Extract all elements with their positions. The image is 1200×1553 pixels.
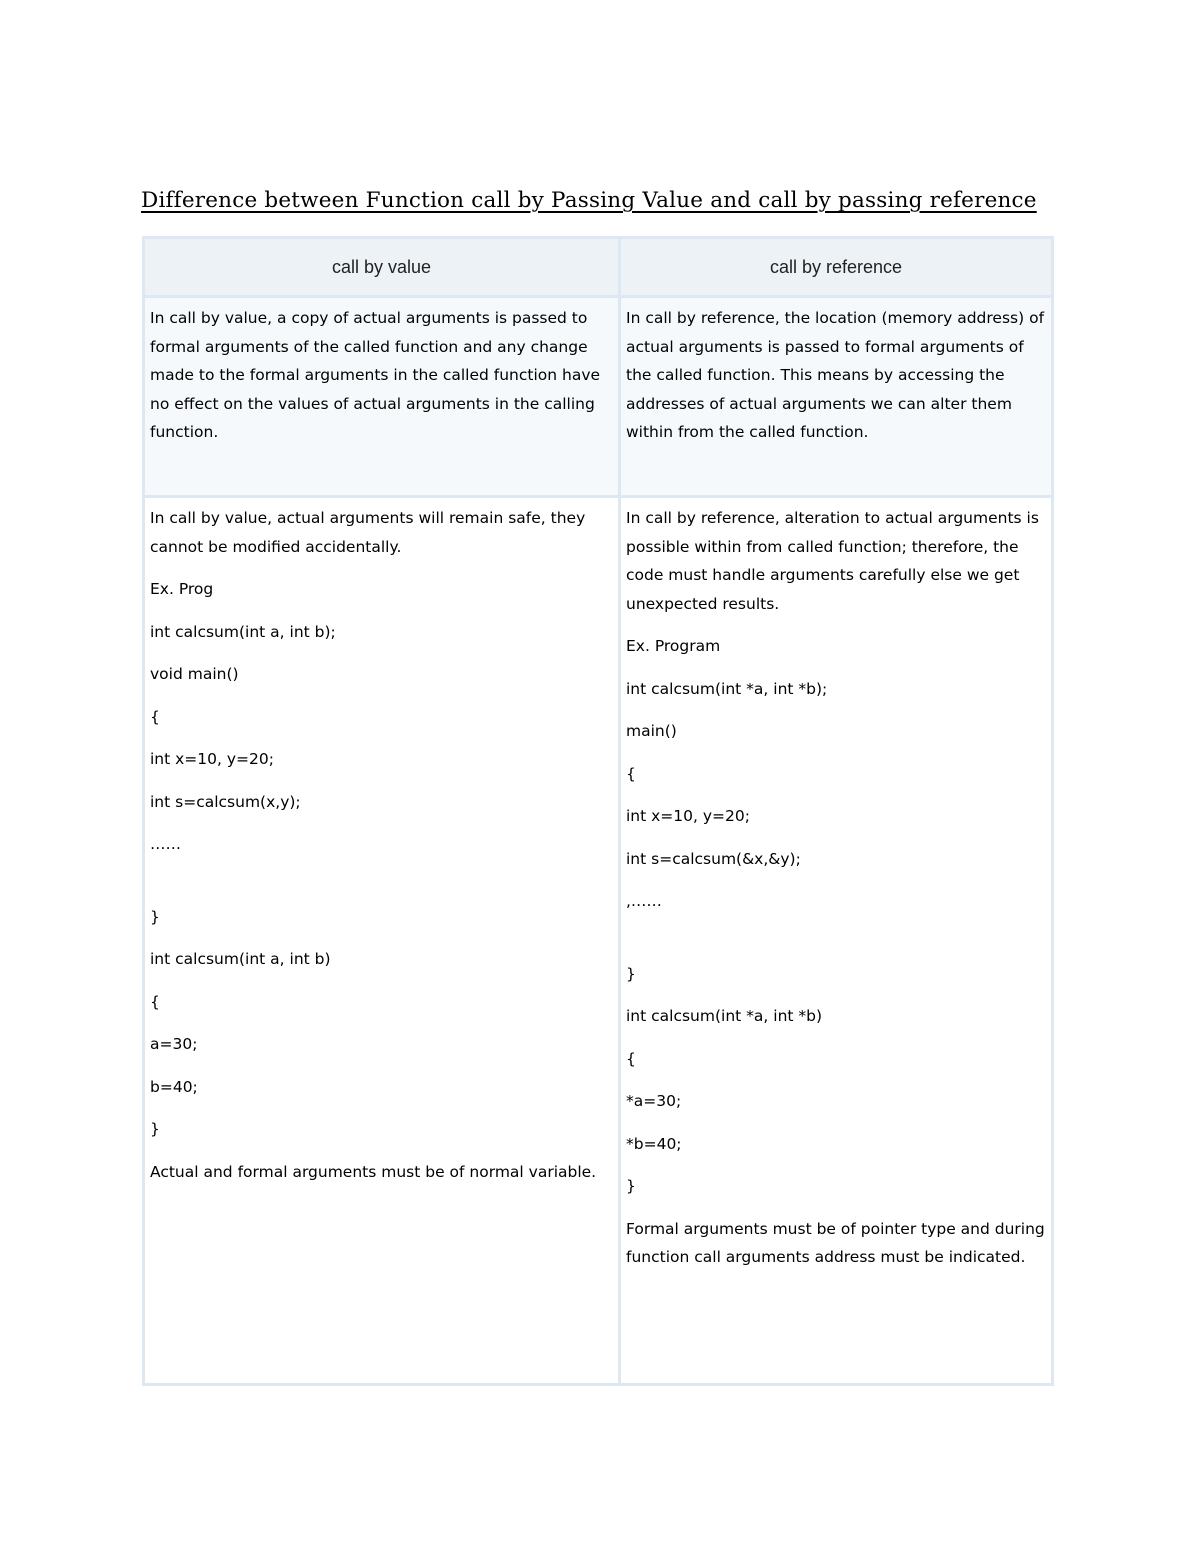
definition-text: In call by reference, the location (memory address) of actual arguments is passed to formal arguments of the called function. This means by accessing the addresses of actual arguments we can alter them within from the called function. bbox=[626, 309, 1045, 441]
code-line: } bbox=[626, 1177, 636, 1195]
intro-text: In call by value, actual arguments will remain safe, they cannot be modified accidentally. bbox=[150, 509, 586, 556]
intro-text: In call by reference, alteration to actual arguments is possible within from called function; therefore, the code must handle arguments carefully else we get unexpected results. bbox=[626, 509, 1039, 613]
code-line: int s=calcsum(x,y); bbox=[150, 792, 301, 811]
code-line: void main() bbox=[150, 665, 239, 683]
code-line: int x=10, y=20; bbox=[150, 750, 274, 768]
code-line: { bbox=[150, 707, 160, 726]
comparison-table bbox=[142, 236, 1054, 1386]
table-row bbox=[144, 497, 1053, 1385]
code-line: } bbox=[150, 1120, 160, 1138]
header-call-by-value: call by value bbox=[144, 238, 620, 297]
code-line: int s=calcsum(&x,&y); bbox=[626, 849, 801, 868]
code-line: int calcsum(int a, int b) bbox=[150, 950, 331, 968]
note-text: Formal arguments must be of pointer type and during function call arguments address must be indicated. bbox=[626, 1219, 1045, 1266]
header-call-by-reference: call by reference bbox=[620, 238, 1053, 297]
example-label: Ex. Program bbox=[626, 637, 721, 655]
cell-value-example bbox=[144, 497, 620, 1385]
code-line: *b=40; bbox=[626, 1134, 682, 1153]
code-line: ,…… bbox=[626, 892, 662, 910]
code-line: int calcsum(int *a, int *b) bbox=[626, 1007, 823, 1025]
page-title: Difference between Function call by Passing Value and call by passing reference bbox=[141, 188, 1037, 213]
code-line: int calcsum(int a, int b); bbox=[150, 622, 336, 641]
cell-reference-definition bbox=[620, 297, 1053, 497]
cell-reference-example bbox=[620, 497, 1053, 1385]
code-line: b=40; bbox=[150, 1077, 198, 1096]
table-row bbox=[144, 297, 1053, 497]
code-line: main() bbox=[626, 722, 677, 740]
example-label: Ex. Prog bbox=[150, 580, 214, 598]
code-line: int calcsum(int *a, int *b); bbox=[626, 679, 828, 698]
code-line: { bbox=[150, 992, 160, 1011]
code-line: …… bbox=[150, 835, 181, 853]
code-line: { bbox=[626, 764, 636, 783]
code-line: } bbox=[626, 964, 636, 983]
code-line: a=30; bbox=[150, 1035, 198, 1053]
cell-value-definition bbox=[144, 297, 620, 497]
code-line: *a=30; bbox=[626, 1092, 682, 1110]
code-line: } bbox=[150, 907, 160, 926]
code-line: { bbox=[626, 1049, 636, 1068]
header-row bbox=[144, 238, 1053, 297]
note-text: Actual and formal arguments must be of normal variable. bbox=[150, 1162, 597, 1181]
definition-text: In call by value, a copy of actual arguments is passed to formal arguments of the called function and any change made to the formal arguments in the called function have no effect on the values of actual arguments in the calling function. bbox=[150, 309, 601, 441]
code-line: int x=10, y=20; bbox=[626, 807, 750, 825]
